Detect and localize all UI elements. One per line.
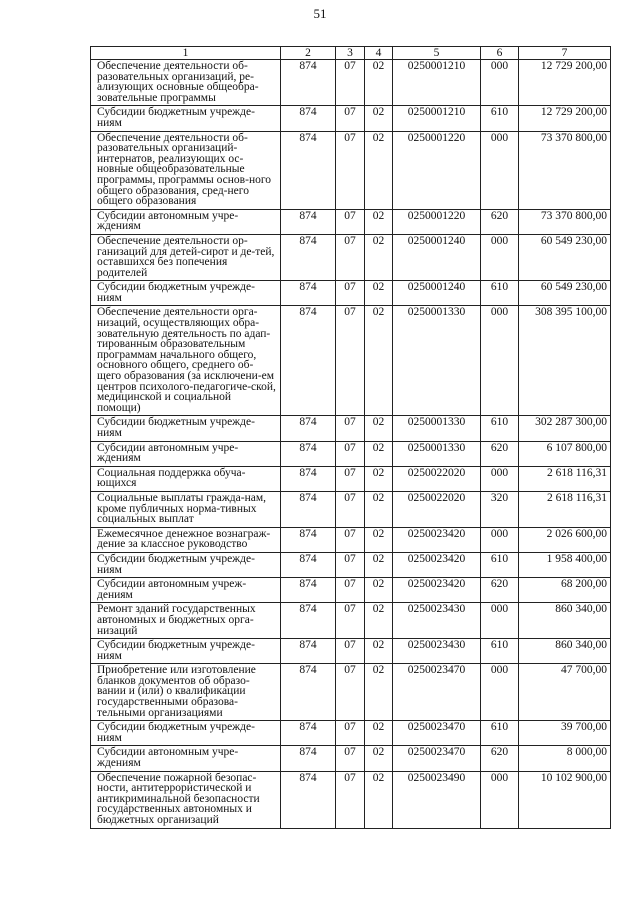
table-row bbox=[91, 466, 611, 491]
row-name-cell: Субсидии бюджетным учрежде-ниям bbox=[91, 639, 281, 664]
admin-code-cell: 874 bbox=[281, 60, 336, 106]
subsection-cell: 02 bbox=[365, 746, 393, 771]
admin-code-cell: 874 bbox=[281, 527, 336, 552]
admin-code-cell: 874 bbox=[281, 664, 336, 721]
row-name-cell: Обеспечение деятельности об-разовательных организаций-интернатов, реализующих ос-новные общеобразовательные программы, программы основ-ного общего образования, сред-него общего образования bbox=[91, 131, 281, 209]
col-header-6: 6 bbox=[481, 47, 519, 60]
subsection-cell: 02 bbox=[365, 552, 393, 577]
table-row bbox=[91, 491, 611, 527]
expense-type-cell: 000 bbox=[481, 306, 519, 416]
target-article-cell: 0250001240 bbox=[393, 281, 481, 306]
amount-cell: 302 287 300,00 bbox=[519, 416, 611, 441]
table-row bbox=[91, 578, 611, 603]
admin-code-cell: 874 bbox=[281, 746, 336, 771]
expense-type-cell: 000 bbox=[481, 527, 519, 552]
section-cell: 07 bbox=[336, 771, 365, 828]
admin-code-cell: 874 bbox=[281, 281, 336, 306]
section-cell: 07 bbox=[336, 281, 365, 306]
row-name-cell: Субсидии бюджетным учрежде-ниям bbox=[91, 552, 281, 577]
section-cell: 07 bbox=[336, 578, 365, 603]
row-name-cell: Субсидии автономным учре-ждениям bbox=[91, 209, 281, 234]
expense-type-cell: 000 bbox=[481, 664, 519, 721]
amount-cell: 73 370 800,00 bbox=[519, 131, 611, 209]
section-cell: 07 bbox=[336, 721, 365, 746]
table-row bbox=[91, 106, 611, 131]
expense-type-cell: 320 bbox=[481, 491, 519, 527]
expense-type-cell: 620 bbox=[481, 746, 519, 771]
expense-type-cell: 610 bbox=[481, 416, 519, 441]
admin-code-cell: 874 bbox=[281, 416, 336, 441]
col-header-4: 4 bbox=[365, 47, 393, 60]
amount-cell: 860 340,00 bbox=[519, 639, 611, 664]
admin-code-cell: 874 bbox=[281, 578, 336, 603]
section-cell: 07 bbox=[336, 552, 365, 577]
target-article-cell: 0250001330 bbox=[393, 416, 481, 441]
col-header-2: 2 bbox=[281, 47, 336, 60]
subsection-cell: 02 bbox=[365, 771, 393, 828]
admin-code-cell: 874 bbox=[281, 721, 336, 746]
amount-cell: 2 618 116,31 bbox=[519, 466, 611, 491]
admin-code-cell: 874 bbox=[281, 491, 336, 527]
table-row bbox=[91, 552, 611, 577]
section-cell: 07 bbox=[336, 603, 365, 639]
subsection-cell: 02 bbox=[365, 466, 393, 491]
subsection-cell: 02 bbox=[365, 131, 393, 209]
budget-table bbox=[90, 46, 611, 829]
target-article-cell: 0250001330 bbox=[393, 306, 481, 416]
table-row bbox=[91, 416, 611, 441]
target-article-cell: 0250001220 bbox=[393, 209, 481, 234]
expense-type-cell: 000 bbox=[481, 466, 519, 491]
section-cell: 07 bbox=[336, 416, 365, 441]
row-name-cell: Субсидии бюджетным учрежде-ниям bbox=[91, 281, 281, 306]
amount-cell: 73 370 800,00 bbox=[519, 209, 611, 234]
table-row bbox=[91, 60, 611, 106]
section-cell: 07 bbox=[336, 466, 365, 491]
subsection-cell: 02 bbox=[365, 306, 393, 416]
subsection-cell: 02 bbox=[365, 639, 393, 664]
amount-cell: 60 549 230,00 bbox=[519, 281, 611, 306]
page-number: 51 bbox=[313, 6, 327, 21]
admin-code-cell: 874 bbox=[281, 441, 336, 466]
subsection-cell: 02 bbox=[365, 281, 393, 306]
section-cell: 07 bbox=[336, 306, 365, 416]
amount-cell: 1 958 400,00 bbox=[519, 552, 611, 577]
expense-type-cell: 620 bbox=[481, 209, 519, 234]
expense-type-cell: 610 bbox=[481, 721, 519, 746]
admin-code-cell: 874 bbox=[281, 466, 336, 491]
section-cell: 07 bbox=[336, 639, 365, 664]
table-row bbox=[91, 771, 611, 828]
amount-cell: 2 026 600,00 bbox=[519, 527, 611, 552]
subsection-cell: 02 bbox=[365, 578, 393, 603]
subsection-cell: 02 bbox=[365, 106, 393, 131]
subsection-cell: 02 bbox=[365, 60, 393, 106]
subsection-cell: 02 bbox=[365, 603, 393, 639]
table-row bbox=[91, 639, 611, 664]
section-cell: 07 bbox=[336, 131, 365, 209]
subsection-cell: 02 bbox=[365, 441, 393, 466]
amount-cell: 6 107 800,00 bbox=[519, 441, 611, 466]
amount-cell: 47 700,00 bbox=[519, 664, 611, 721]
section-cell: 07 bbox=[336, 491, 365, 527]
target-article-cell: 0250023430 bbox=[393, 603, 481, 639]
row-name-cell: Обеспечение деятельности орга-низаций, осуществляющих обра-зовательную деятельность по адап-тированным образовательным программам начального общего, основного общего, среднего об-щего образования (за исключени-ем центров психолого-педагогиче-ской, медицинской и социальной помощи) bbox=[91, 306, 281, 416]
expense-type-cell: 610 bbox=[481, 281, 519, 306]
section-cell: 07 bbox=[336, 527, 365, 552]
row-name-cell: Субсидии бюджетным учрежде-ниям bbox=[91, 106, 281, 131]
expense-type-cell: 610 bbox=[481, 552, 519, 577]
section-cell: 07 bbox=[336, 746, 365, 771]
expense-type-cell: 000 bbox=[481, 771, 519, 828]
target-article-cell: 0250001210 bbox=[393, 106, 481, 131]
subsection-cell: 02 bbox=[365, 491, 393, 527]
row-name-cell: Обеспечение деятельности ор-ганизаций для детей-сирот и де-тей, оставшихся без попечения родителей bbox=[91, 234, 281, 280]
amount-cell: 12 729 200,00 bbox=[519, 60, 611, 106]
target-article-cell: 0250022020 bbox=[393, 491, 481, 527]
admin-code-cell: 874 bbox=[281, 106, 336, 131]
row-name-cell: Субсидии автономным учре-ждениям bbox=[91, 441, 281, 466]
subsection-cell: 02 bbox=[365, 234, 393, 280]
admin-code-cell: 874 bbox=[281, 639, 336, 664]
section-cell: 07 bbox=[336, 441, 365, 466]
amount-cell: 2 618 116,31 bbox=[519, 491, 611, 527]
target-article-cell: 0250001330 bbox=[393, 441, 481, 466]
amount-cell: 308 395 100,00 bbox=[519, 306, 611, 416]
subsection-cell: 02 bbox=[365, 527, 393, 552]
subsection-cell: 02 bbox=[365, 209, 393, 234]
expense-type-cell: 620 bbox=[481, 578, 519, 603]
table-row bbox=[91, 281, 611, 306]
section-cell: 07 bbox=[336, 209, 365, 234]
row-name-cell: Приобретение или изготовление бланков документов об образо-вании и (или) о квалификации государственными образова-тельными организациями bbox=[91, 664, 281, 721]
col-header-3: 3 bbox=[336, 47, 365, 60]
row-name-cell: Субсидии автономным учреж-дениям bbox=[91, 578, 281, 603]
header-row bbox=[91, 47, 611, 60]
table-row bbox=[91, 721, 611, 746]
expense-type-cell: 620 bbox=[481, 441, 519, 466]
amount-cell: 860 340,00 bbox=[519, 603, 611, 639]
target-article-cell: 0250001240 bbox=[393, 234, 481, 280]
table-row bbox=[91, 209, 611, 234]
expense-type-cell: 610 bbox=[481, 639, 519, 664]
amount-cell: 8 000,00 bbox=[519, 746, 611, 771]
row-name-cell: Ежемесячное денежное вознаграж-дение за классное руководство bbox=[91, 527, 281, 552]
admin-code-cell: 874 bbox=[281, 771, 336, 828]
section-cell: 07 bbox=[336, 234, 365, 280]
target-article-cell: 0250023490 bbox=[393, 771, 481, 828]
row-name-cell: Обеспечение пожарной безопас-ности, антитеррористической и антикриминальной безопасности государственных автономных и бюджетных организаций bbox=[91, 771, 281, 828]
subsection-cell: 02 bbox=[365, 416, 393, 441]
target-article-cell: 0250023470 bbox=[393, 746, 481, 771]
row-name-cell: Субсидии бюджетным учрежде-ниям bbox=[91, 416, 281, 441]
expense-type-cell: 000 bbox=[481, 603, 519, 639]
table-row bbox=[91, 664, 611, 721]
amount-cell: 68 200,00 bbox=[519, 578, 611, 603]
subsection-cell: 02 bbox=[365, 721, 393, 746]
amount-cell: 39 700,00 bbox=[519, 721, 611, 746]
expense-type-cell: 000 bbox=[481, 234, 519, 280]
col-header-7: 7 bbox=[519, 47, 611, 60]
table-row bbox=[91, 234, 611, 280]
table-row bbox=[91, 746, 611, 771]
target-article-cell: 0250023430 bbox=[393, 639, 481, 664]
admin-code-cell: 874 bbox=[281, 552, 336, 577]
admin-code-cell: 874 bbox=[281, 131, 336, 209]
table-row bbox=[91, 441, 611, 466]
amount-cell: 10 102 900,00 bbox=[519, 771, 611, 828]
table-row bbox=[91, 527, 611, 552]
table-row bbox=[91, 131, 611, 209]
col-header-5: 5 bbox=[393, 47, 481, 60]
amount-cell: 12 729 200,00 bbox=[519, 106, 611, 131]
amount-cell: 60 549 230,00 bbox=[519, 234, 611, 280]
admin-code-cell: 874 bbox=[281, 209, 336, 234]
target-article-cell: 0250023470 bbox=[393, 721, 481, 746]
table-row bbox=[91, 603, 611, 639]
subsection-cell: 02 bbox=[365, 664, 393, 721]
section-cell: 07 bbox=[336, 106, 365, 131]
expense-type-cell: 610 bbox=[481, 106, 519, 131]
col-header-1: 1 bbox=[91, 47, 281, 60]
target-article-cell: 0250023420 bbox=[393, 552, 481, 577]
section-cell: 07 bbox=[336, 664, 365, 721]
row-name-cell: Субсидии бюджетным учрежде-ниям bbox=[91, 721, 281, 746]
row-name-cell: Социальные выплаты гражда-нам, кроме публичных норма-тивных социальных выплат bbox=[91, 491, 281, 527]
target-article-cell: 0250001220 bbox=[393, 131, 481, 209]
admin-code-cell: 874 bbox=[281, 234, 336, 280]
row-name-cell: Ремонт зданий государственных автономных и бюджетных орга-низаций bbox=[91, 603, 281, 639]
target-article-cell: 0250023420 bbox=[393, 527, 481, 552]
target-article-cell: 0250023420 bbox=[393, 578, 481, 603]
target-article-cell: 0250023470 bbox=[393, 664, 481, 721]
row-name-cell: Социальная поддержка обуча-ющихся bbox=[91, 466, 281, 491]
admin-code-cell: 874 bbox=[281, 603, 336, 639]
expense-type-cell: 000 bbox=[481, 60, 519, 106]
row-name-cell: Субсидии автономным учре-ждениям bbox=[91, 746, 281, 771]
expense-type-cell: 000 bbox=[481, 131, 519, 209]
target-article-cell: 0250022020 bbox=[393, 466, 481, 491]
row-name-cell: Обеспечение деятельности об-разовательных организаций, ре-ализующих основные общеобра-зовательные программы bbox=[91, 60, 281, 106]
section-cell: 07 bbox=[336, 60, 365, 106]
table-row bbox=[91, 306, 611, 416]
target-article-cell: 0250001210 bbox=[393, 60, 481, 106]
admin-code-cell: 874 bbox=[281, 306, 336, 416]
